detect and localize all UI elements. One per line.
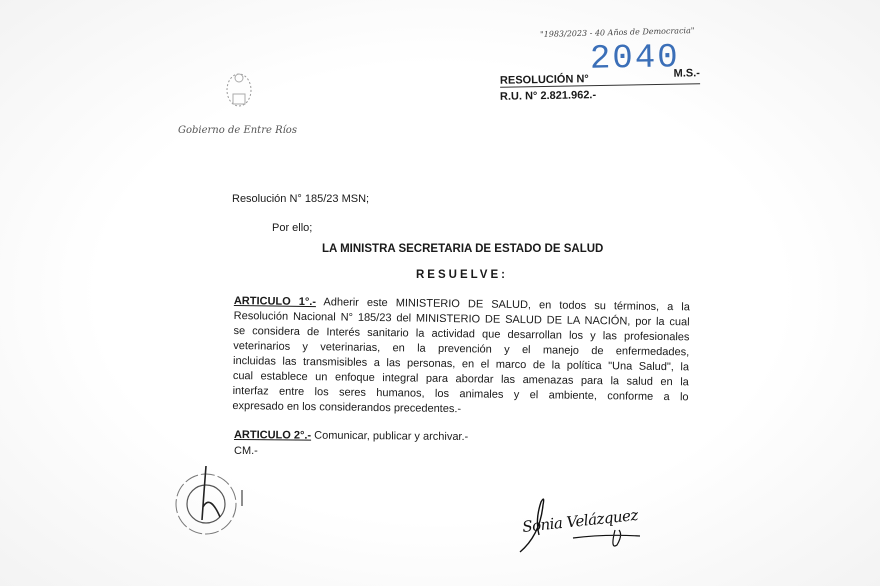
article-1-line: expresado en los considerandos precedentes.-: [232, 399, 462, 416]
ru-number: R.U. N° 2.821.962.-: [499, 89, 597, 103]
header-motto: "1983/2023 - 40 Años de Democracia": [539, 25, 695, 40]
authority-heading: LA MINISTRA SECRETARIA DE ESTADO DE SALUD: [322, 243, 604, 255]
resuelve-heading: RESUELVE:: [416, 269, 508, 281]
resolution-suffix: M.S.-: [673, 67, 701, 80]
reference-line: Resolución N° 185/23 MSN;: [232, 193, 370, 205]
coat-of-arms-icon: [222, 68, 256, 118]
article-1: [232, 294, 690, 420]
resolution-number: 2040: [589, 39, 680, 79]
article-1-text: Adherir este MINISTERIO DE SALUD, en todos su términos, a la: [315, 296, 690, 314]
resolution-label-text: RESOLUCIÓN N°: [499, 73, 589, 87]
article-1-line: incluidas las transmisibles a las personas, en el marco de la política "Una Salud", la: [232, 354, 690, 374]
article-2-label: ARTICULO 2°.-: [233, 428, 312, 442]
initials: CM.-: [234, 445, 258, 457]
government-name: Gobierno de Entre Ríos: [178, 125, 297, 136]
article-2-text: Comunicar, publicar y archivar.-: [311, 429, 469, 444]
por-ello: Por ello;: [272, 222, 313, 234]
resolution-label: [499, 67, 701, 87]
official-stamp-icon: [170, 462, 250, 542]
article-1-line: veterinarios y veterinarias, en la prevención y el manejo de enfermedades,: [233, 339, 690, 359]
signature: Sonia Velázquez: [521, 505, 639, 537]
article-1-line: interfaz entre los seres humanos, los animales y el ambiente, conforme a lo: [232, 384, 689, 404]
article-1-line: cual establece un enfoque integral para abordar las amenazas para la salud en la: [232, 369, 689, 389]
article-1-line: Resolución Nacional N° 185/23 del MINISTERIO DE SALUD DE LA NACIÓN, por la cual: [233, 309, 690, 329]
article-1-line: se considera de Interés sanitario la actividad que desarrollan los y las profesionales: [233, 324, 690, 344]
article-2: [234, 429, 468, 443]
article-1-label: ARTICULO 1°.-: [233, 294, 317, 309]
